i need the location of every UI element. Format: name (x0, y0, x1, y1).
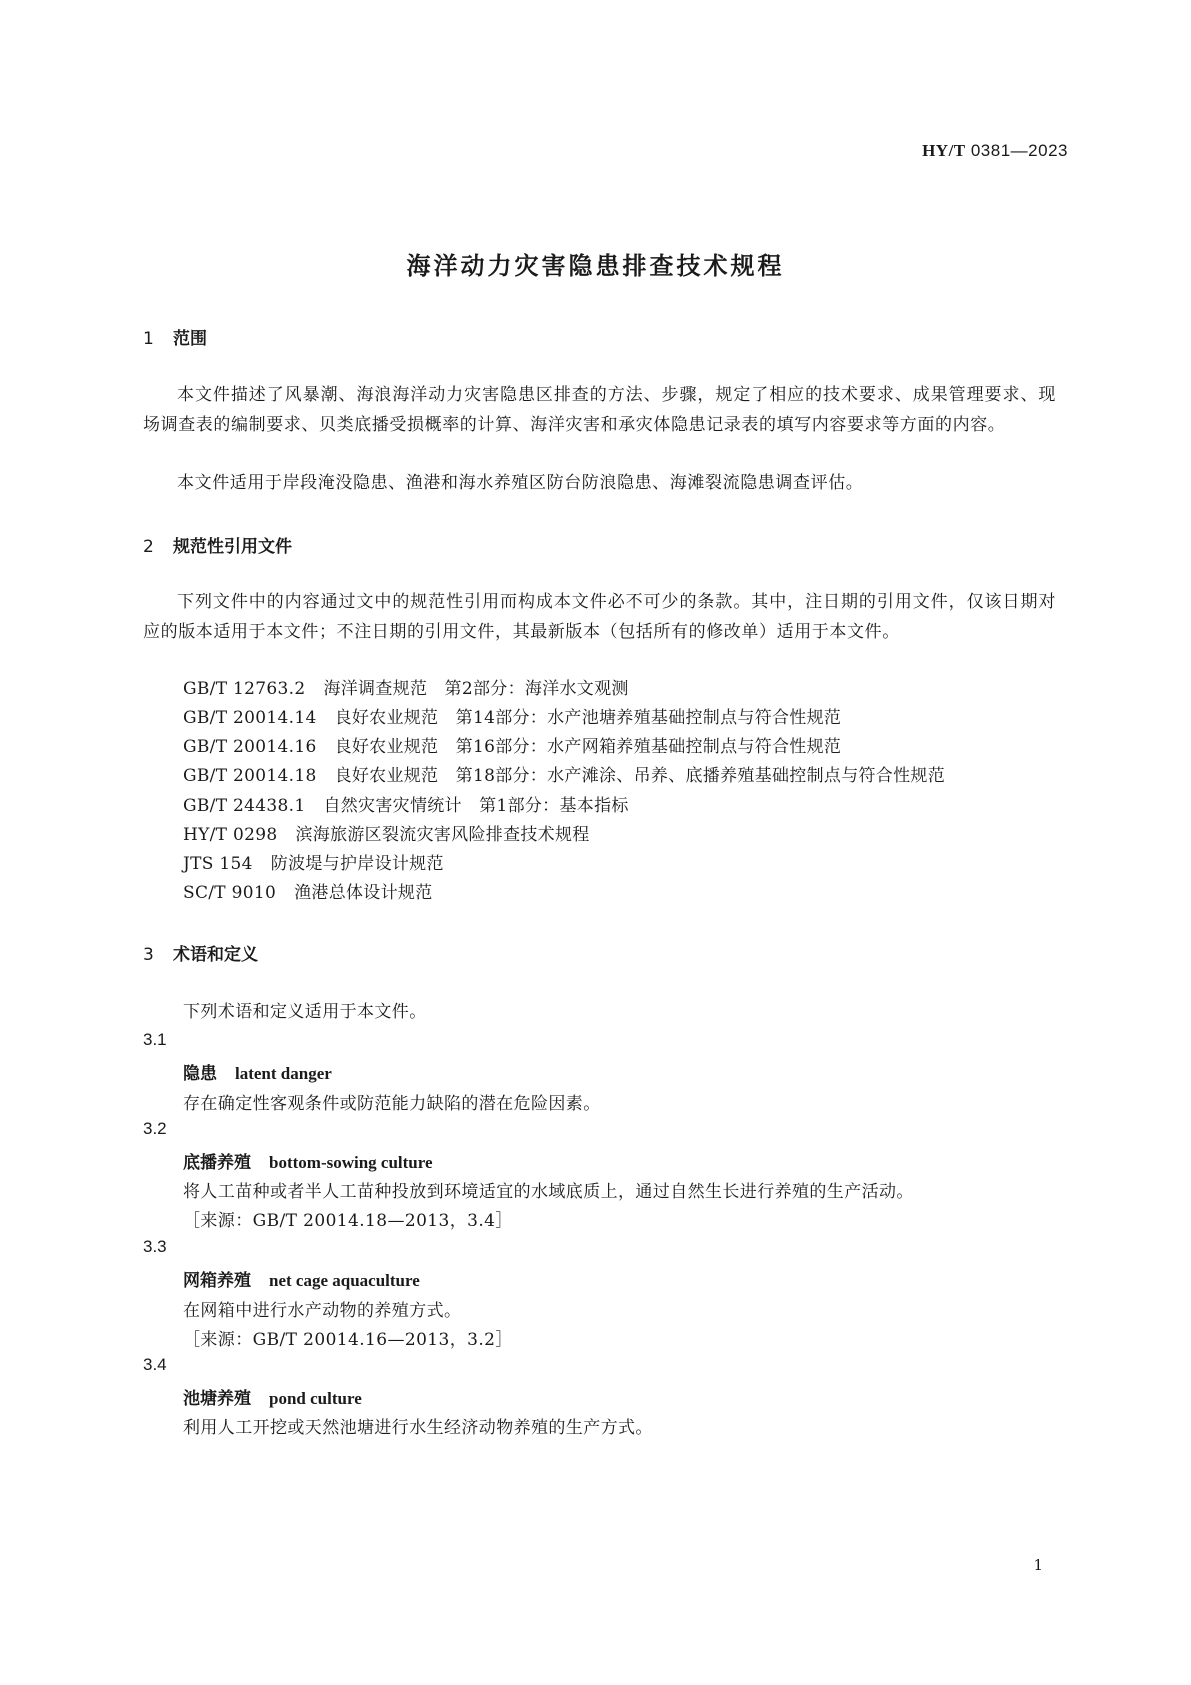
term-name-en: bottom-sowing culture (269, 1153, 433, 1172)
reference-item (183, 823, 590, 847)
section-number: 2 (143, 537, 154, 557)
reference-title: 滨海旅游区裂流灾害风险排查技术规程 (295, 825, 590, 845)
term-name-en: net cage aquaculture (269, 1271, 420, 1290)
term-source: ［来源：GB/T 20014.16—2013，3.2］ (183, 1330, 513, 1350)
document-code (922, 141, 1068, 161)
term-title (183, 1148, 433, 1173)
reference-title: 渔港总体设计规范 (294, 883, 433, 903)
section-title: 术语和定义 (173, 945, 258, 965)
term-number: 3.2 (143, 1119, 167, 1138)
page-number: 1 (1033, 1556, 1043, 1574)
term-number: 3.1 (143, 1030, 167, 1049)
reference-title: 良好农业规范 第16部分：水产网箱养殖基础控制点与符合性规范 (334, 737, 842, 757)
reference-code: GB/T 12763.2 (183, 679, 306, 699)
reference-code: HY/T 0298 (183, 825, 278, 845)
reference-item (183, 706, 841, 730)
reference-item (183, 677, 629, 701)
reference-title: 海洋调查规范 第2部分：海洋水文观测 (323, 679, 629, 699)
references-intro-paragraph: 下列文件中的内容通过文中的规范性引用而构成本文件必不可少的条款。其中，注日期的引用文件，仅该日期对应的版本适用于本文件；不注日期的引用文件，其最新版本（包括所有的修改单）适用于本文件。 (143, 592, 1056, 642)
term-definition: 在网箱中进行水产动物的养殖方式。 (183, 1301, 462, 1321)
document-code-number: 0381—2023 (965, 141, 1068, 160)
section-2-heading (143, 532, 292, 557)
document-title: 海洋动力灾害隐患排查技术规程 (406, 252, 785, 280)
section-3-heading (143, 940, 258, 965)
reference-item (183, 794, 629, 818)
document-code-prefix: HY/T (922, 141, 966, 160)
reference-title: 良好农业规范 第18部分：水产滩涂、吊养、底播养殖基础控制点与符合性规范 (334, 766, 945, 786)
reference-code: GB/T 20014.16 (183, 737, 317, 757)
term-name-zh: 网箱养殖 (183, 1271, 251, 1291)
term-name-en: latent danger (235, 1064, 332, 1083)
term-name-zh: 池塘养殖 (183, 1389, 251, 1409)
reference-title: 良好农业规范 第14部分：水产池塘养殖基础控制点与符合性规范 (334, 708, 842, 728)
term-title (183, 1059, 332, 1084)
section-title: 规范性引用文件 (173, 537, 292, 557)
term-name-en: pond culture (269, 1389, 362, 1408)
term-definition: 利用人工开挖或天然池塘进行水生经济动物养殖的生产方式。 (183, 1418, 653, 1438)
section-number: 1 (143, 329, 154, 349)
reference-code: GB/T 20014.18 (183, 766, 317, 786)
term-title (183, 1384, 362, 1409)
reference-code: GB/T 20014.14 (183, 708, 317, 728)
term-name-zh: 隐患 (183, 1064, 217, 1084)
term-title (183, 1266, 420, 1291)
term-number: 3.4 (143, 1355, 167, 1374)
section-1-heading (143, 324, 207, 349)
term-definition: 将人工苗种或者半人工苗种投放到环境适宜的水域底质上，通过自然生长进行养殖的生产活动。 (183, 1182, 914, 1202)
reference-code: JTS 154 (183, 854, 253, 874)
reference-item (183, 852, 444, 876)
section-number: 3 (143, 945, 154, 965)
term-number: 3.3 (143, 1237, 167, 1256)
reference-title: 自然灾害灾情统计 第1部分：基本指标 (323, 796, 629, 816)
reference-item (183, 764, 945, 788)
terms-intro: 下列术语和定义适用于本文件。 (183, 1002, 427, 1022)
term-name-zh: 底播养殖 (183, 1153, 251, 1173)
term-definition: 存在确定性客观条件或防范能力缺陷的潜在危险因素。 (183, 1094, 601, 1114)
term-source: ［来源：GB/T 20014.18—2013，3.4］ (183, 1211, 513, 1231)
reference-title: 防波堤与护岸设计规范 (270, 854, 444, 874)
scope-paragraph-2: 本文件适用于岸段淹没隐患、渔港和海水养殖区防台防浪隐患、海滩裂流隐患调查评估。 (177, 473, 864, 493)
scope-paragraph-1: 本文件描述了风暴潮、海浪海洋动力灾害隐患区排查的方法、步骤，规定了相应的技术要求、成果管理要求、现场调查表的编制要求、贝类底播受损概率的计算、海洋灾害和承灾体隐患记录表的填写内容要求等方面的内容。 (143, 385, 1056, 435)
section-title: 范围 (173, 329, 207, 349)
reference-code: GB/T 24438.1 (183, 796, 306, 816)
reference-code: SC/T 9010 (183, 883, 277, 903)
reference-item (183, 735, 841, 759)
reference-item (183, 881, 433, 905)
